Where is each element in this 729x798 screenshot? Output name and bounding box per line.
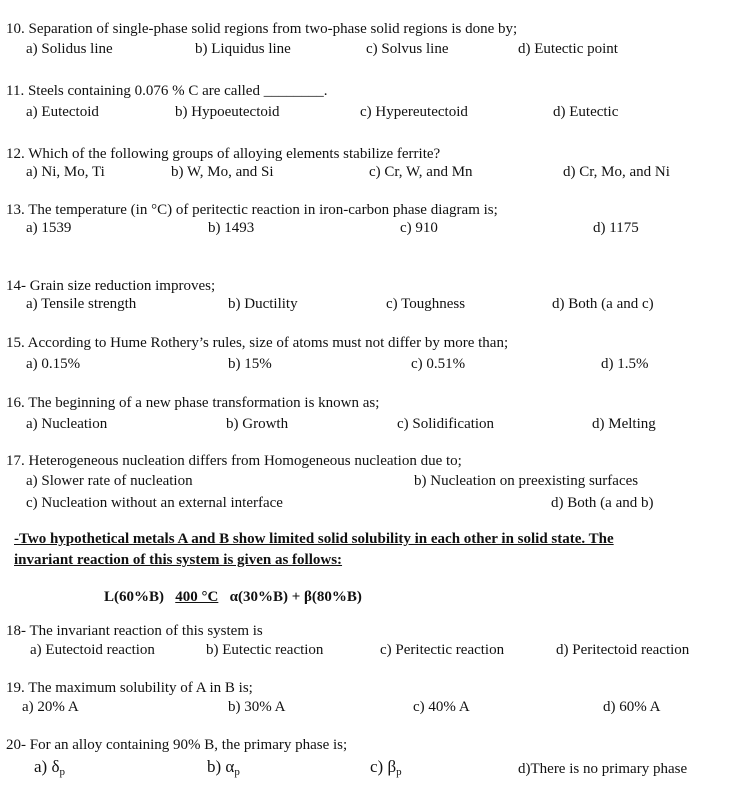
- question-10-option-d: d) Eutectic point: [518, 41, 618, 57]
- question-17-option-b: b) Nucleation on preexisting surfaces: [414, 473, 639, 489]
- reaction-temperature: 400 °C: [175, 589, 219, 605]
- section-intro-line-2: invariant reaction of this system is given as follows:: [14, 552, 343, 568]
- question-10-option-b: b) Liquidus line: [195, 41, 291, 57]
- question-20-stem: 20- For an alloy containing 90% B, the primary phase is;: [6, 737, 348, 753]
- question-17-option-a: a) Slower rate of nucleation: [26, 473, 193, 489]
- question-20-option-c: c) $\beta_p$: [370, 757, 402, 778]
- question-14-option-b: b) Ductility: [228, 296, 298, 312]
- question-18-option-b: b) Eutectic reaction: [206, 642, 324, 658]
- question-11-option-b: b) Hypoeutectoid: [175, 104, 280, 120]
- question-12-option-a: a) Ni, Mo, Ti: [26, 164, 105, 180]
- question-14-stem: 14- Grain size reduction improves;: [6, 278, 216, 294]
- question-10-option-a: a) Solidus line: [26, 41, 113, 57]
- question-16-option-a: a) Nucleation: [26, 416, 108, 432]
- question-13-option-c: c) 910: [400, 220, 438, 236]
- question-14-option-d: d) Both (a and c): [552, 296, 654, 312]
- question-11-blank: ________.: [263, 83, 328, 99]
- question-10-option-c: c) Solvus line: [366, 41, 449, 57]
- question-19-option-a: a) 20% A: [22, 699, 79, 715]
- question-11-stem: [6, 82, 327, 100]
- question-10-stem: 10. Separation of single-phase solid regions from two-phase solid regions is done by;: [6, 21, 518, 37]
- question-20-option-b: b) $\alpha_p$: [207, 757, 240, 778]
- question-16-option-c: c) Solidification: [397, 416, 495, 432]
- question-19-option-c: c) 40% A: [413, 699, 470, 715]
- question-18-option-c: c) Peritectic reaction: [380, 642, 505, 658]
- question-14-option-c: c) Toughness: [386, 296, 466, 312]
- question-13-option-b: b) 1493: [208, 220, 255, 236]
- question-20-option-d: d)There is no primary phase: [518, 761, 688, 777]
- question-11-text: 11. Steels containing 0.076 % C are called: [6, 83, 260, 99]
- question-18-stem: 18- The invariant reaction of this system is: [6, 623, 263, 639]
- question-12-option-c: c) Cr, W, and Mn: [369, 164, 473, 180]
- section-intro-line-1: -Two hypothetical metals A and B show limited solid solubility in each other in solid state. The: [14, 531, 614, 547]
- question-13-stem: 13. The temperature (in °C) of peritectic reaction in iron-carbon phase diagram is;: [6, 202, 498, 218]
- question-19-option-d: d) 60% A: [603, 699, 661, 715]
- question-11-option-d: d) Eutectic: [553, 104, 619, 120]
- question-15-option-d: d) 1.5%: [601, 356, 649, 372]
- question-16-option-b: b) Growth: [226, 416, 289, 432]
- question-16-stem: 16. The beginning of a new phase transformation is known as;: [6, 395, 380, 411]
- reaction-liquid: L(60%B): [104, 589, 164, 605]
- question-14-option-a: a) Tensile strength: [26, 296, 137, 312]
- question-15-option-b: b) 15%: [228, 356, 272, 372]
- question-12-stem: 12. Which of the following groups of alloying elements stabilize ferrite?: [6, 146, 441, 162]
- question-15-option-a: a) 0.15%: [26, 356, 81, 372]
- question-17-stem: 17. Heterogeneous nucleation differs from Homogeneous nucleation due to;: [6, 453, 462, 469]
- reaction-products: α(30%B) + β(80%B): [229, 589, 362, 605]
- question-13-option-a: a) 1539: [26, 220, 72, 236]
- invariant-reaction: [104, 588, 362, 606]
- question-11-option-a: a) Eutectoid: [26, 104, 99, 120]
- question-19-stem: 19. The maximum solubility of A in B is;: [6, 680, 253, 696]
- question-19-option-b: b) 30% A: [228, 699, 286, 715]
- question-12-option-d: d) Cr, Mo, and Ni: [563, 164, 670, 180]
- question-17-option-d: d) Both (a and b): [551, 495, 654, 511]
- question-11-option-c: c) Hypereutectoid: [360, 104, 468, 120]
- question-12-option-b: b) W, Mo, and Si: [171, 164, 274, 180]
- question-15-option-c: c) 0.51%: [411, 356, 466, 372]
- question-20-option-a: a) $\delta_p$: [34, 757, 65, 778]
- question-15-stem: 15. According to Hume Rothery’s rules, size of atoms must not differ by more than;: [6, 335, 509, 351]
- question-17-option-c: c) Nucleation without an external interface: [26, 495, 283, 511]
- question-18-option-a: a) Eutectoid reaction: [30, 642, 155, 658]
- question-16-option-d: d) Melting: [592, 416, 656, 432]
- question-18-option-d: d) Peritectoid reaction: [556, 642, 690, 658]
- question-13-option-d: d) 1175: [593, 220, 639, 236]
